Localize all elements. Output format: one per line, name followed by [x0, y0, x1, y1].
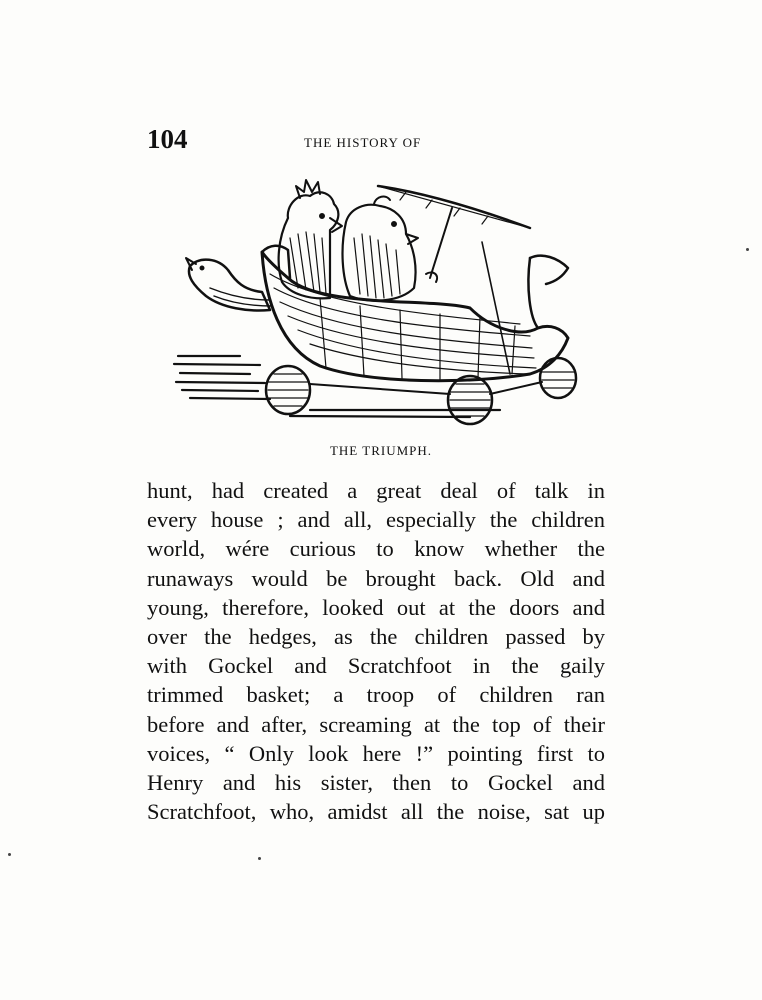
text-line: world, wére curious to know whether the — [147, 536, 605, 562]
text-line: runaways would be brought back. Old and — [147, 565, 605, 591]
text-line: with Gockel and Scratchfoot in the gaily — [147, 653, 605, 679]
text-line: young, therefore, looked out at the doors and — [147, 594, 605, 620]
body-text — [147, 476, 605, 826]
text-line: over the hedges, as the children passed by — [147, 623, 605, 649]
scan-speck — [258, 857, 261, 860]
illustration-caption: THE TRIUMPH. — [329, 443, 433, 458]
text-line: Scratchfoot, who, amidst all the noise, sat up — [147, 799, 605, 825]
running-title: THE HISTORY OF — [304, 135, 422, 150]
scan-speck — [8, 853, 11, 856]
text-line: trimmed basket; a troop of children ran — [147, 682, 605, 708]
text-line: voices, “ Only look here !” pointing first to — [147, 740, 605, 766]
text-line: before and after, screaming at the top of their — [147, 711, 605, 737]
text-line: Henry and his sister, then to Gockel and — [147, 769, 605, 795]
page-number: 104 — [147, 124, 188, 154]
scan-speck — [746, 248, 749, 251]
text-line: every house ; and all, especially the children — [147, 507, 605, 533]
triumph-illustration — [170, 178, 590, 436]
text-line: hunt, had created a great deal of talk in — [147, 478, 605, 503]
